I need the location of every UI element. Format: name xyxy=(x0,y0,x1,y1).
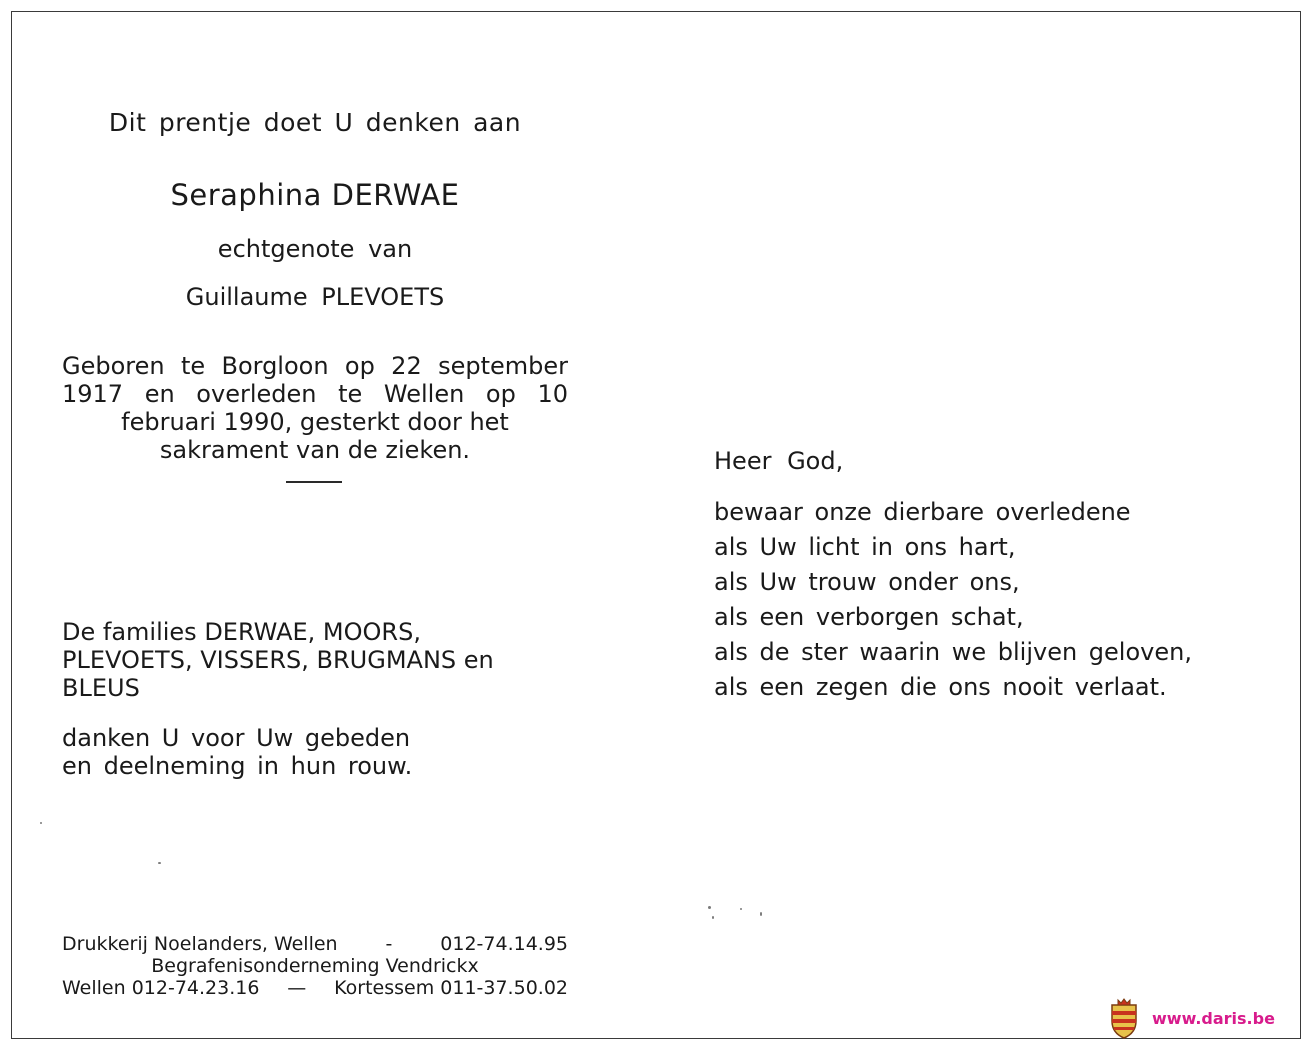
printer-phone: 012-74.14.95 xyxy=(440,933,568,955)
paper-speck xyxy=(760,912,762,916)
watermark xyxy=(1108,996,1298,1040)
prayer-text xyxy=(714,495,1224,705)
watermark-text: www.daris.be xyxy=(1152,1008,1275,1028)
paper-speck xyxy=(708,906,711,909)
undertaker-name: Begrafenisonderneming Vendrickx xyxy=(151,955,479,977)
bio-line: 1917 en overleden te Wellen op 10 xyxy=(62,380,568,408)
printer-dash: - xyxy=(385,933,393,955)
prayer-line: als de ster waarin we blijven geloven, xyxy=(714,638,1192,666)
wellen-phone: Wellen 012-74.23.16 xyxy=(62,977,260,999)
thanks-line: danken U voor Uw gebeden xyxy=(62,724,411,752)
prayer-line: als een zegen die ons nooit verlaat. xyxy=(714,673,1167,701)
kortessem-phone: Kortessem 011-37.50.02 xyxy=(334,977,568,999)
prayer-line: bewaar onze dierbare overledene xyxy=(714,498,1131,526)
thanks-line: en deelneming in hun rouw. xyxy=(62,752,413,780)
bio-line: Geboren te Borgloon op 22 september xyxy=(62,352,568,380)
printer-credits xyxy=(62,933,568,999)
families-line: BLEUS xyxy=(62,674,140,702)
printer-name: Drukkerij Noelanders, Wellen xyxy=(62,933,338,955)
spouse-label: echtgenote van xyxy=(217,235,413,263)
thanks-block xyxy=(62,724,568,780)
bio-line: februari 1990, gesterkt door het xyxy=(121,408,509,436)
prayer-heading: Heer God, xyxy=(714,447,844,475)
prayer-line: als Uw licht in ons hart, xyxy=(714,533,1016,561)
phones-row xyxy=(62,977,568,999)
crest-icon xyxy=(1108,997,1140,1039)
right-panel xyxy=(714,0,1234,1050)
deceased-name: Seraphina DERWAE xyxy=(170,178,460,212)
families-block xyxy=(62,618,568,702)
paper-speck xyxy=(740,908,742,910)
paper-speck xyxy=(712,916,714,919)
prayer-line: als een verborgen schat, xyxy=(714,603,1024,631)
spouse-name: Guillaume PLEVOETS xyxy=(185,283,445,311)
families-line: De families DERWAE, MOORS, xyxy=(62,618,421,646)
phones-dash: — xyxy=(287,977,307,999)
bio-line: sakrament van de zieken. xyxy=(159,436,471,464)
separator-line xyxy=(286,481,342,483)
undertaker-row xyxy=(62,955,568,977)
families-line: PLEVOETS, VISSERS, BRUGMANS en xyxy=(62,646,494,674)
prayer-line: als Uw trouw onder ons, xyxy=(714,568,1020,596)
paper-speck xyxy=(158,862,161,864)
printer-row xyxy=(62,933,568,955)
intro-text: Dit prentje doet U denken aan xyxy=(108,108,522,137)
biography xyxy=(62,352,568,464)
left-panel xyxy=(60,0,570,1050)
paper-speck xyxy=(40,822,42,824)
